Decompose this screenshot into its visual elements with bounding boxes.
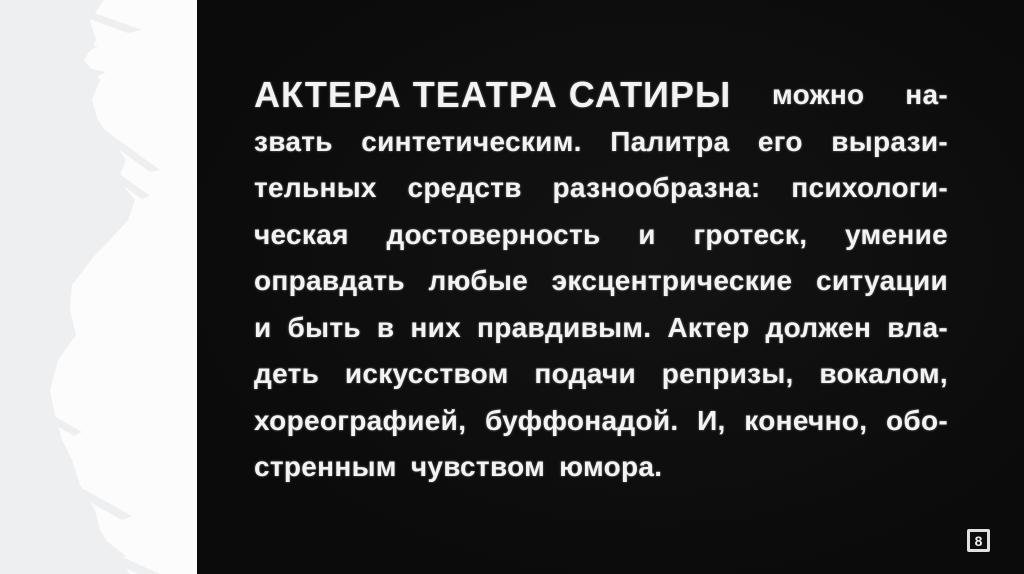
word: деть: [254, 358, 320, 390]
heading-run: АКТЕРА ТЕАТРА САТИРЫ: [254, 74, 732, 116]
word: них: [410, 311, 461, 343]
word: хореографией,: [254, 404, 467, 436]
text-line: [254, 119, 948, 166]
text-line: [254, 398, 948, 445]
word: вокалом,: [819, 358, 948, 390]
frame-number-badge: [967, 529, 990, 552]
word: любые: [428, 265, 529, 297]
word: обо-: [885, 404, 948, 436]
torn-paper-edge-graphic: [0, 0, 197, 574]
word: и: [638, 218, 656, 250]
text-line: [254, 258, 948, 305]
frame-number: 8: [974, 532, 983, 549]
word: Актер: [667, 311, 750, 343]
word: подачи: [534, 358, 636, 390]
word: синтетическим.: [361, 125, 582, 157]
text-line: [254, 212, 948, 259]
word: И,: [697, 404, 726, 436]
text-line: [254, 72, 948, 119]
word: репризы,: [661, 358, 794, 390]
slide-text-block: [254, 72, 948, 491]
word: и: [254, 311, 272, 343]
word: быть: [287, 311, 361, 343]
word: можно: [772, 79, 865, 111]
word: гротеск,: [693, 218, 808, 250]
text-line: [254, 305, 948, 352]
text-line: [254, 351, 948, 398]
word: разнообразна:: [552, 172, 761, 204]
word: вырази-: [831, 125, 948, 157]
word: буффонадой.: [484, 404, 679, 436]
word: тельных: [254, 172, 377, 204]
word: искусством: [344, 358, 509, 390]
word: его: [757, 125, 803, 157]
word: умение: [844, 218, 948, 250]
word: достоверность: [386, 218, 601, 250]
word: вла-: [887, 311, 948, 343]
word: эксцентрические: [551, 265, 793, 297]
word: в: [376, 311, 395, 343]
word: оправдать: [254, 265, 405, 297]
word: правдивым.: [476, 311, 652, 343]
word: на-: [905, 79, 948, 111]
word: стренным: [254, 451, 397, 483]
word: чувством: [410, 451, 546, 483]
word: конечно,: [744, 404, 868, 436]
torn-paper-strip: [0, 0, 197, 574]
word: средств: [407, 172, 522, 204]
word: юмора.: [559, 451, 663, 483]
word: звать: [254, 125, 333, 157]
slide-panel: [197, 0, 1024, 574]
word: должен: [765, 311, 872, 343]
word: ситуации: [815, 265, 948, 297]
text-line: [254, 165, 948, 212]
word: ческая: [254, 218, 349, 250]
word: психологи-: [791, 172, 948, 204]
word: Палитра: [610, 125, 730, 157]
text-line: [254, 444, 948, 491]
